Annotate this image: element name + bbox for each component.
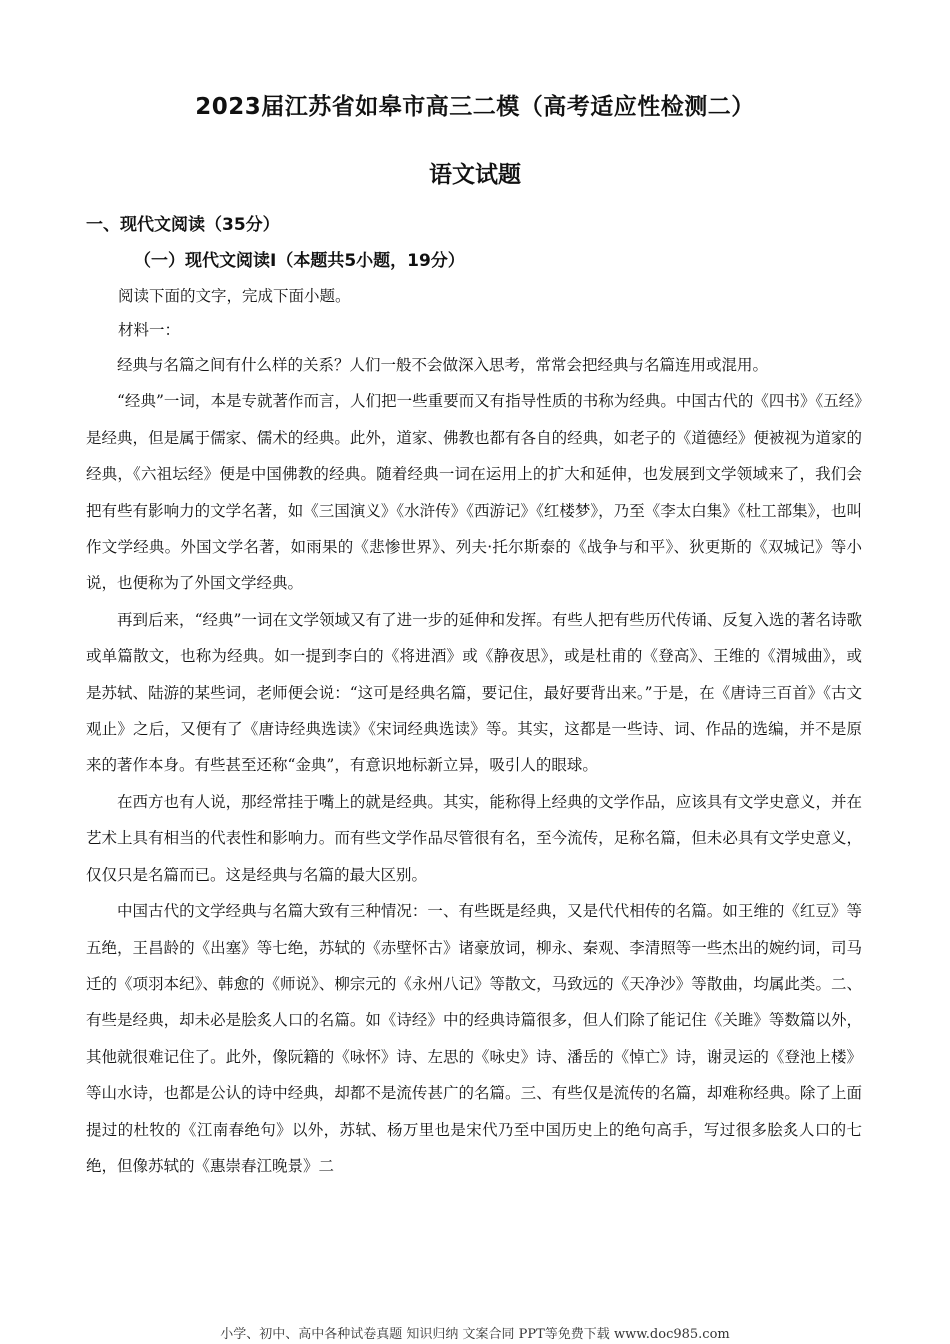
reading-passage — [86, 347, 862, 1184]
paragraph: 中国古代的文学经典与名篇大致有三种情况：一、有些既是经典，又是代代相传的名篇。如王维的《红豆》等五绝，王昌龄的《出塞》等七绝，苏轼的《赤壁怀古》诸豪放词，柳永、秦观、李清照等一些杰出的婉约词，司马迁的《项羽本纪》、韩愈的《师说》、柳宗元的《永州八记》等散文，马致远的《天净沙》等散曲，均属此类。二、有些是经典，却未必是脍炙人口的名篇。如《诗经》中的经典诗篇很多，但人们除了能记住《关雎》等数篇以外，其他就很难记住了。此外，像阮籍的《咏怀》诗、左思的《咏史》诗、潘岳的《悼亡》诗，谢灵运的《登池上楼》等山水诗，也都是公认的诗中经典，却都不是流传甚广的名篇。三、有些仅是流传的名篇，却难称经典。除了上面提过的杜牧的《江南春绝句》以外，苏轼、杨万里也是宋代乃至中国历史上的绝句高手，写过很多脍炙人口的七绝，但像苏轼的《惠崇春江晚景》二 — [86, 902, 862, 1175]
document-title: 2023届江苏省如皋市高三二模（高考适应性检测二） — [195, 94, 755, 120]
footer-watermark-text: 小学、初中、高中各种试卷真题 知识归纳 文案合同 PPT等免费下载 www.doc985.com — [220, 1327, 730, 1342]
paragraph: “经典”一词，本是专就著作而言，人们把一些重要而又有指导性质的书称为经典。中国古代的《四书》《五经》是经典，但是属于儒家、儒术的经典。此外，道家、佛教也都有各自的经典，如老子的《道德经》便被视为道家的经典，《六祖坛经》便是中国佛教的经典。随着经典一词在运用上的扩大和延伸，也发展到文学领域来了，我们会把有些有影响力的文学名著，如《三国演义》《水浒传》《西游记》《红楼梦》，乃至《李太白集》《杜工部集》，也叫作文学经典。外国文学名著，如雨果的《悲惨世界》、列夫·托尔斯泰的《战争与和平》、狄更斯的《双城记》等小说，也便称为了外国文学经典。 — [86, 392, 862, 593]
section-heading: 一、现代文阅读（35分） — [86, 215, 280, 235]
subsection-heading: （一）现代文阅读Ⅰ（本题共5小题，19分） — [134, 251, 465, 271]
instruction-text: 阅读下面的文字，完成下面小题。 — [118, 287, 351, 305]
paragraph: 经典与名篇之间有什么样的关系？人们一般不会做深入思考，常常会把经典与名篇连用或混用。 — [117, 356, 769, 374]
paragraph: 再到后来，“经典”一词在文学领域又有了进一步的延伸和发挥。有些人把有些历代传诵、反复入选的著名诗歌或单篇散文，也称为经典。如一提到李白的《将进酒》或《静夜思》，或是杜甫的《登高》、王维的《渭城曲》，或是苏轼、陆游的某些词，老师便会说：“这可是经典名篇，要记住，最好要背出来。”于是，在《唐诗三百首》《古文观止》之后，又便有了《唐诗经典选读》《宋词经典选读》等。其实，这都是一些诗、词、作品的选编，并不是原来的著作本身。有些甚至还称“金典”，有意识地标新立异，吸引人的眼球。 — [86, 610, 862, 775]
material-label: 材料一： — [118, 321, 181, 339]
paragraph: 在西方也有人说，那经常挂于嘴上的就是经典。其实，能称得上经典的文学作品，应该具有文学史意义，并在艺术上具有相当的代表性和影响力。而有些文学作品尽管很有名，至今流传，足称名篇，但未必具有文学史意义，仅仅只是名篇而已。这是经典与名篇的最大区别。 — [86, 792, 862, 884]
document-subtitle: 语文试题 — [429, 162, 521, 188]
